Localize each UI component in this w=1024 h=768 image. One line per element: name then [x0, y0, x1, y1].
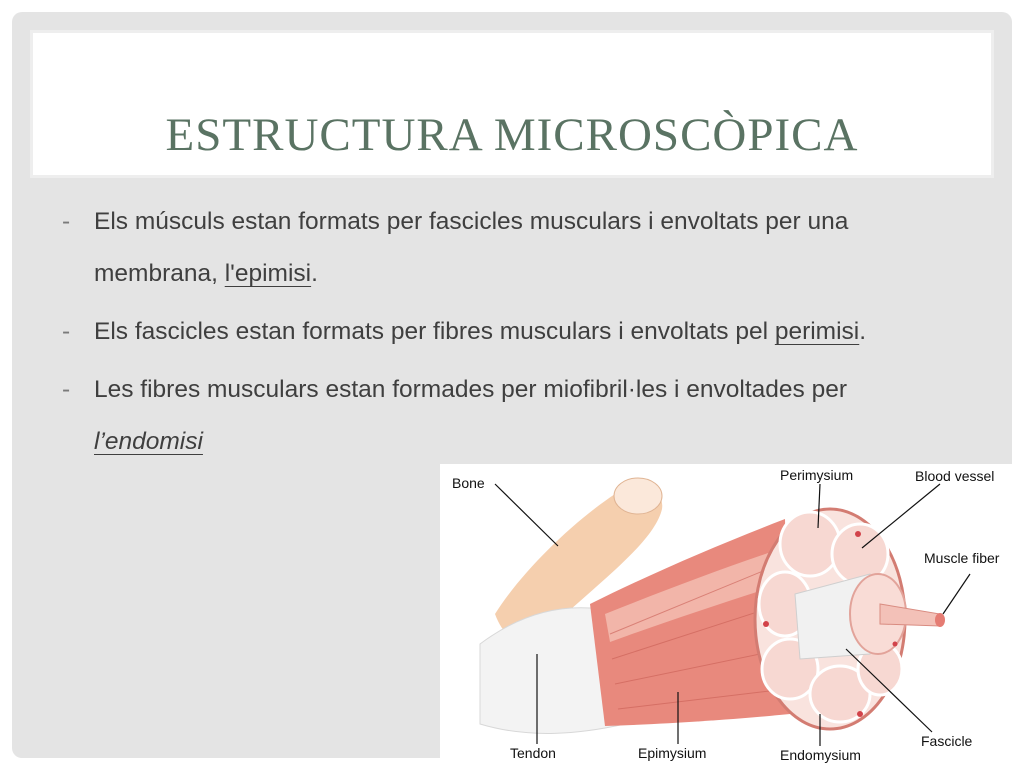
slide-title: ESTRUCTURA MICROSCÒPICA — [165, 109, 859, 161]
bullet-perimysium — [62, 306, 942, 358]
bullet-text: Les fibres musculars estan formades per miofibril·les i envoltades per — [94, 376, 848, 403]
muscle-diagram-svg — [440, 464, 1024, 768]
label-bone: Bone — [452, 475, 485, 491]
title-box — [33, 33, 991, 175]
muscle-fiber-shape — [880, 604, 940, 626]
bullet-dash: - — [62, 318, 71, 345]
bullet-text: Els músculs estan formats per fascicles musculars i envoltats per una membrana, — [94, 208, 849, 287]
label-muscle-fiber: Muscle fiber — [924, 550, 1000, 566]
muscle-fiber-end — [935, 613, 945, 627]
term-perimisi: perimisi — [774, 318, 860, 345]
term-endomisi: l’endomisi — [94, 428, 203, 455]
label-perimysium: Perimysium — [780, 467, 854, 483]
bullet-dash: - — [62, 208, 71, 235]
bullet-end: . — [311, 260, 318, 287]
label-endomysium: Endomysium — [780, 747, 861, 763]
bone-end — [614, 478, 662, 514]
bullet-dash: - — [62, 376, 71, 403]
bullet-endomysium — [62, 364, 942, 468]
bullet-epimysium — [62, 196, 942, 300]
label-tendon: Tendon — [510, 745, 556, 761]
label-blood-vessel: Blood vessel — [915, 468, 995, 484]
bullet-text: Els fascicles estan formats per fibres musculars i envoltats pel — [94, 318, 775, 345]
bullet-end: . — [859, 318, 867, 345]
label-fascicle: Fascicle — [921, 733, 973, 749]
bullet-list — [62, 196, 942, 474]
muscle-structure-diagram — [440, 464, 1024, 768]
label-epimysium: Epimysium — [638, 745, 707, 761]
term-epimisi: l'epimisi — [224, 260, 312, 287]
